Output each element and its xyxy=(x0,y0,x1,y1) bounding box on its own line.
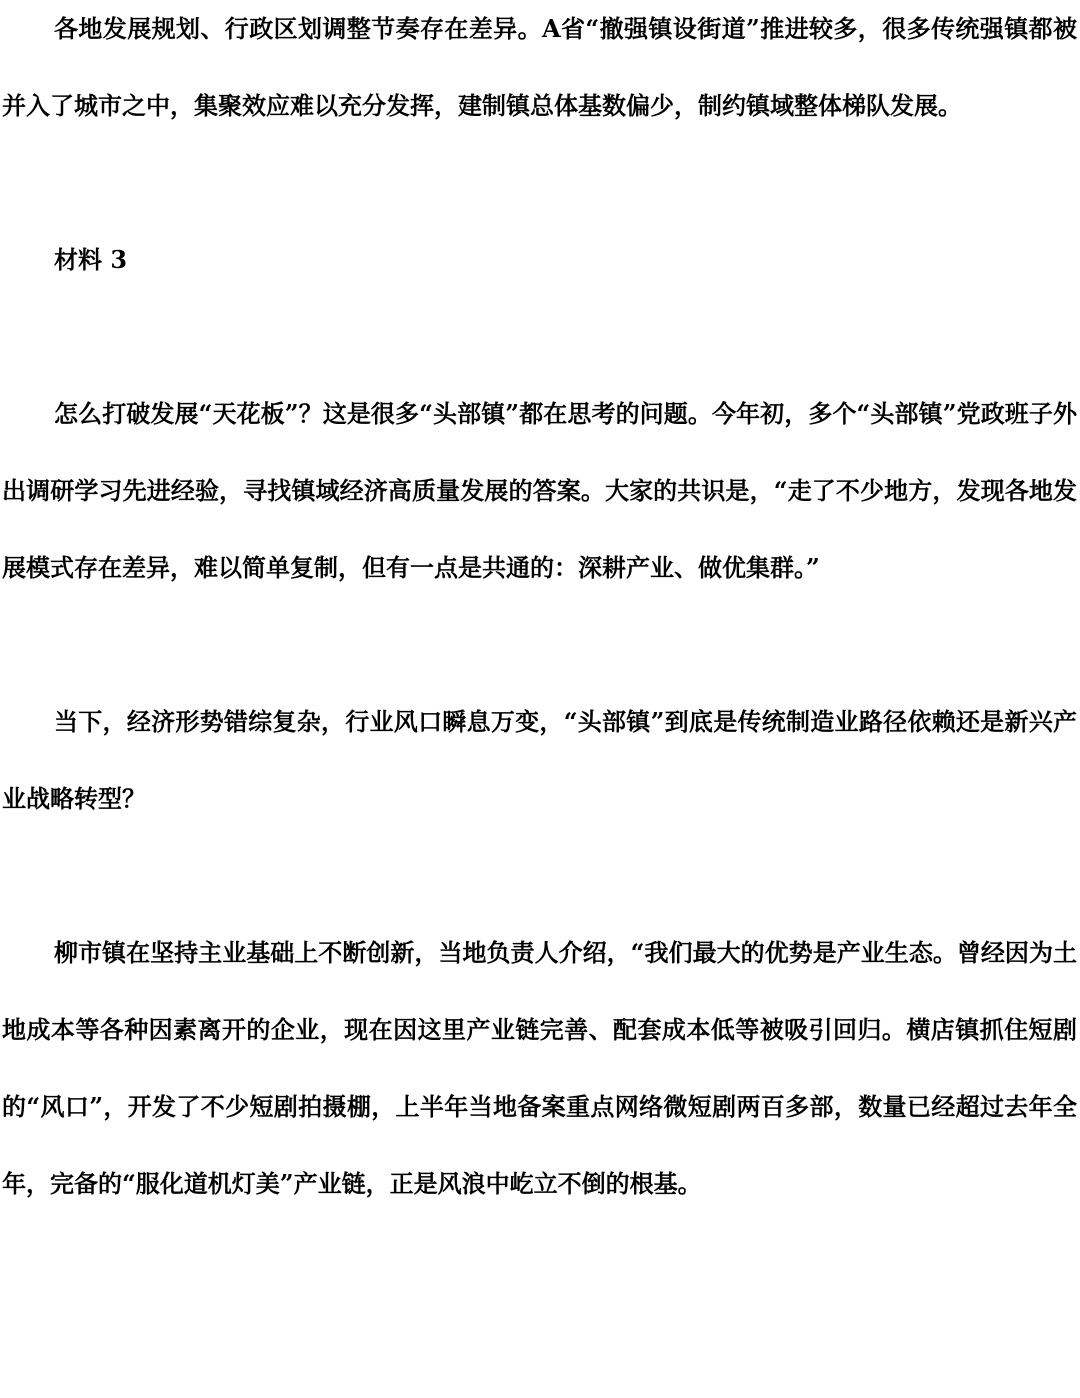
material-3-heading: 材料 3 xyxy=(54,245,128,274)
paragraph-economic-situation: 当下，经济形势错综复杂，行业风口瞬息万变，“头部镇”到底是传统制造业路径依赖还是新兴产业战略转型？ xyxy=(2,707,1077,813)
paragraph-development-ceiling: 怎么打破发展“天花板”？这是很多“头部镇”都在思考的问题。今年初，多个“头部镇”党政班子外出调研学习先进经验，寻找镇域经济高质量发展的答案。大家的共识是，“走了不少地方，发现各地发展模式存在差异，难以简单复制，但有一点是共通的：深耕产业、做优集群。” xyxy=(2,399,1077,582)
paragraph-town-adjustment: 各地发展规划、行政区划调整节奏存在差异。A省“撤强镇设街道”推进较多，很多传统强镇都被并入了城市之中，集聚效应难以充分发挥，建制镇总体基数偏少，制约镇域整体梯队发展。 xyxy=(2,14,1077,120)
paragraph-liushi-hengdian: 柳市镇在坚持主业基础上不断创新，当地负责人介绍，“我们最大的优势是产业生态。曾经因为土地成本等各种因素离开的企业，现在因这里产业链完善、配套成本低等被吸引回归。横店镇抓住短剧的“风口”，开发了不少短剧拍摄棚，上半年当地备案重点网络微短剧两百多部，数量已经超过去年全年，完备的“服化道机灯美”产业链，正是风浪中屹立不倒的根基。 xyxy=(2,938,1077,1198)
